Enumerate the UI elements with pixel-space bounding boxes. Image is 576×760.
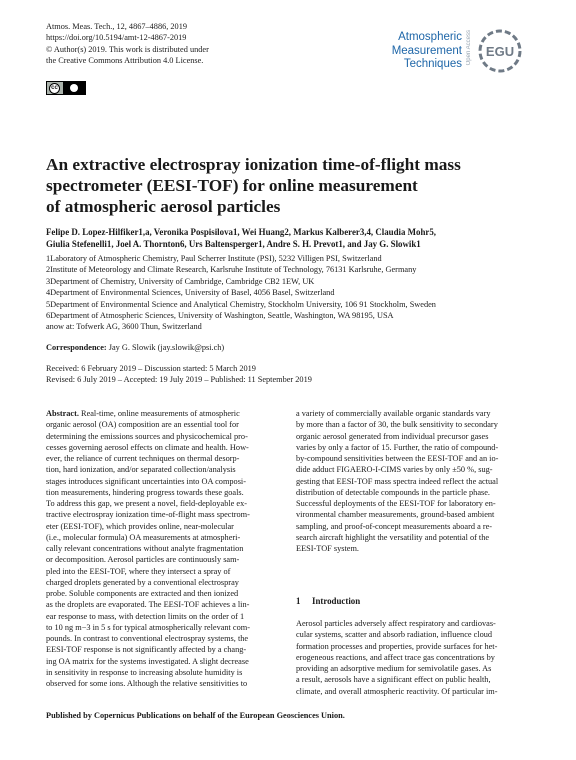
affiliation: anow at: Tofwerk AG, 3600 Thun, Switzerland (46, 322, 202, 332)
license-text: the Creative Commons Attribution 4.0 License. (46, 55, 204, 65)
by-person-icon (63, 82, 85, 94)
journal-name: Atmospheric Measurement Techniques (391, 31, 462, 70)
correspondence (46, 343, 224, 352)
correspondence-label: Correspondence: (46, 343, 107, 352)
egu-logo-text: EGU (485, 44, 515, 59)
affiliation: 4Department of Environmental Sciences, University of Basel, 4056 Basel, Switzerland (46, 288, 335, 298)
affiliations (46, 253, 546, 333)
affiliation: 3Department of Chemistry, University of Cambridge, Cambridge CB2 1EW, UK (46, 276, 315, 286)
section-heading (296, 596, 360, 606)
article-title: An extractive electrospray ionization time-of-flight mass spectrometer (EESI-TOF) for online measurement of atmospheric aerosol particles (46, 155, 461, 216)
egu-logo-icon (476, 27, 524, 75)
cc-by-icon[interactable] (46, 81, 86, 95)
author-list (46, 226, 526, 250)
authors-line: Giulia Stefenelli1, Joel A. Thornton6, Urs Baltensperger1, Andre S. H. Prevot1, and Jay G. Slowik1 (46, 239, 421, 250)
citation: Atmos. Meas. Tech., 12, 4867–4886, 2019 (46, 22, 187, 31)
abstract-left-column: Abstract. Real-time, online measurements of atmospheric organic aerosol (OA) composition are an essential tool for determining the emissions sources and physicochemical pro- cesses governing aerosol effects on climate and health. How- ever, the reliance of current techniques on thermal desorp- tion, hard ionization, and/or separated collection/analysis stages introduces significant uncertainties into OA composi- tion measurements, hindering progress towards these goals. To address this gap, we present a novel, field-deployable ex- tractive electrospray ionization time-of-flight mass spectrom- eter (EESI-TOF), which provides online, near-molecular (i.e., molecular formula) OA measurements at atmospheri- cally relevant concentrations without analyte fragmentation or decomposition. Aerosol particles are continuously sam- pled into the EESI-TOF, where they intersect a spray of charged droplets generated by a conventional electrospray probe. Soluble components are extracted and then ionized as the droplets are evaporated. The EESI-TOF achieves a lin- ear response to mass, with detection limits on the order of 1 to 10 ng m−3 in 5 s for typical atmospherically relevant com- pounds. In contrast to conventional electrospray systems, the EESI-TOF response is not significantly affected by a chang- ing OA matrix for the systems investigated. A slight decrease in sensitivity in response to increasing absolute humidity is observed for some ions. Although the relative sensitivities to (46, 409, 250, 688)
abstract-right-column: a variety of commercially available organic standards vary by more than a factor of 30, the bulk sensitivity to secondary organic aerosol generated from individual precursor gases varies by only a factor of 15. Further, the ratio of compound- by-compound sensitivities between the EESI-TOF and an io- dide adduct FIGAERO-I-CIMS varies by only ±50 %, sug- gesting that EESI-TOF mass spectra indeed reflect the actual distribution of detectable compounds in the particle phase. Successful deployments of the EESI-TOF for laboratory en- vironmental chamber measurements, ground-based ambient sampling, and proof-of-concept measurements aboard a re- search aircraft highlight the versatility and potential of the EESI-TOF system. (296, 409, 499, 553)
affiliation: 2Institute of Meteorology and Climate Research, Karlsruhe Institute of Technology, 76131 Karlsruhe, Germany (46, 265, 417, 275)
doi-link[interactable]: https://doi.org/10.5194/amt-12-4867-2019 (46, 33, 187, 43)
correspondence-email[interactable]: Jay G. Slowik (jay.slowik@psi.ch) (108, 343, 225, 352)
affiliation: 5Department of Environmental Science and Analytical Chemistry, Stockholm University, 106 91 Stockholm, Sweden (46, 299, 436, 309)
affiliation: 6Department of Atmospheric Sciences, University of Washington, Seattle, Washington, WA 98195, USA (46, 311, 394, 321)
section-title: Introduction (312, 596, 361, 606)
authors-line: Felipe D. Lopez-Hilfiker1,a, Veronika Pospisilova1, Wei Huang2, Markus Kalberer3,4, Claudia Mohr5, (46, 227, 437, 237)
article-metadata (46, 21, 209, 66)
affiliation: 1Laboratory of Atmospheric Chemistry, Paul Scherrer Institute (PSI), 5232 Villigen PSI, Switzerland (46, 254, 382, 263)
section-number: 1 (296, 596, 301, 606)
open-access-label: Open Access (466, 30, 472, 66)
publisher-footer: Published by Copernicus Publications on behalf of the European Geosciences Union. (46, 711, 345, 720)
abstract-label: Abstract. (46, 409, 79, 418)
cc-badge: cc (49, 83, 60, 94)
introduction-text: Aerosol particles adversely affect respiratory and cardiovas- cular systems, scatter and absorb radiation, influence cloud formation processes and properties, provide surfaces for het- erogeneous reactions, and affect trace gas concentrations by providing an adsorptive medium for semivolatile gases. As a result, aerosols have a significant effect on public health, climate, and overall atmospheric reactivity. Of particular im- (296, 619, 498, 696)
copyright: © Author(s) 2019. This work is distributed under (46, 44, 209, 54)
publication-dates: Received: 6 February 2019 – Discussion started: 5 March 2019 Revised: 6 July 2019 – Accepted: 19 July 2019 – Published: 11 September 2019 (46, 364, 312, 385)
